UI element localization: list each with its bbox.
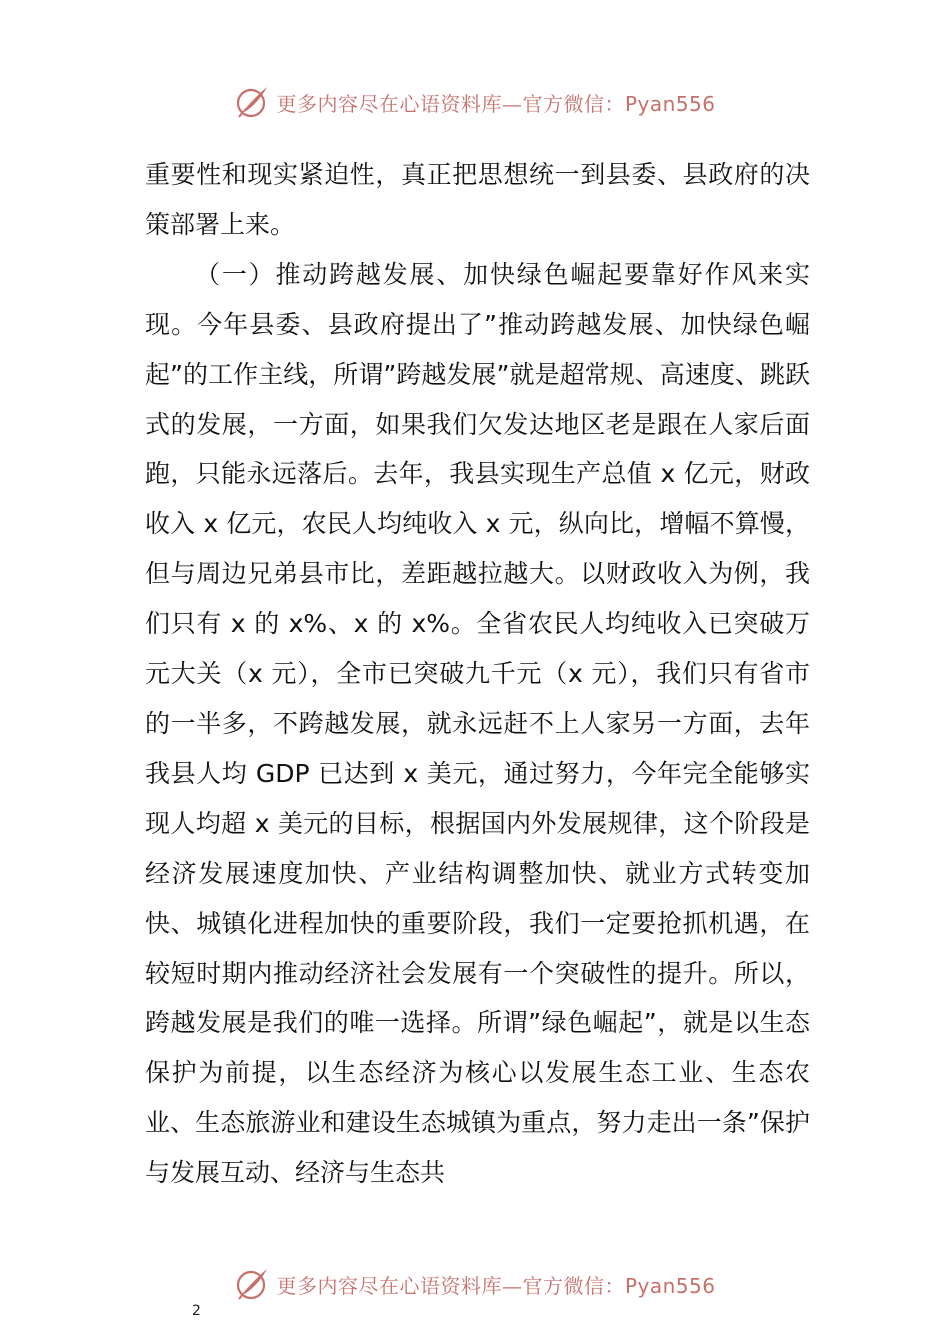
header-wechat-id: Pyan556 — [624, 91, 716, 116]
footer-watermark-text: 更多内容尽在心语资料库—官方微信：Pyan556 — [276, 1273, 716, 1298]
quill-pen-logo-icon — [234, 84, 270, 120]
header-watermark — [0, 84, 950, 120]
header-watermark-text: 更多内容尽在心语资料库—官方微信：Pyan556 — [276, 91, 716, 116]
document-body — [145, 150, 810, 1198]
paragraph-continuation: 重要性和现实紧迫性，真正把思想统一到县委、县政府的决策部署上来。 — [145, 160, 810, 239]
footer-wechat-id: Pyan556 — [624, 1273, 716, 1298]
footer-watermark — [0, 1266, 950, 1302]
page-number: 2 — [192, 1303, 201, 1319]
quill-pen-logo-icon — [234, 1266, 270, 1302]
paragraph-section-one: （一）推动跨越发展、加快绿色崛起要靠好作风来实现。今年县委、县政府提出了”推动跨越发展、加快绿色崛起”的工作主线，所谓”跨越发展”就是超常规、高速度、跳跃式的发展，一方面，如果我们欠发达地区老是跟在人家后面跑，只能永远落后。去年，我县实现生产总值 x 亿元，财政收入 x 亿元，农民人均纯收入 x 元，纵向比，增幅不算慢，但与周边兄弟县市比，差距越拉越大。以财政收入为例，我们只有 x 的 x%、x 的 x%。全省农民人均纯收入已突破万元大关（x 元），全市已突破九千元（x 元），我们只有省市的一半多，不跨越发展，就永远赶不上人家另一方面，去年我县人均 GDP 已达到 x 美元，通过努力，今年完全能够实现人均超 x 美元的目标，根据国内外发展规律，这个阶段是经济发展速度加快、产业结构调整加快、就业方式转变加快、城镇化进程加快的重要阶段，我们一定要抢抓机遇，在较短时期内推动经济社会发展有一个突破性的提升。所以，跨越发展是我们的唯一选择。所谓”绿色崛起”，就是以生态保护为前提，以生态经济为核心以发展生态工业、生态农业、生态旅游业和建设生态城镇为重点，努力走出一条”保护与发展互动、经济与生态共 — [145, 259, 810, 1188]
